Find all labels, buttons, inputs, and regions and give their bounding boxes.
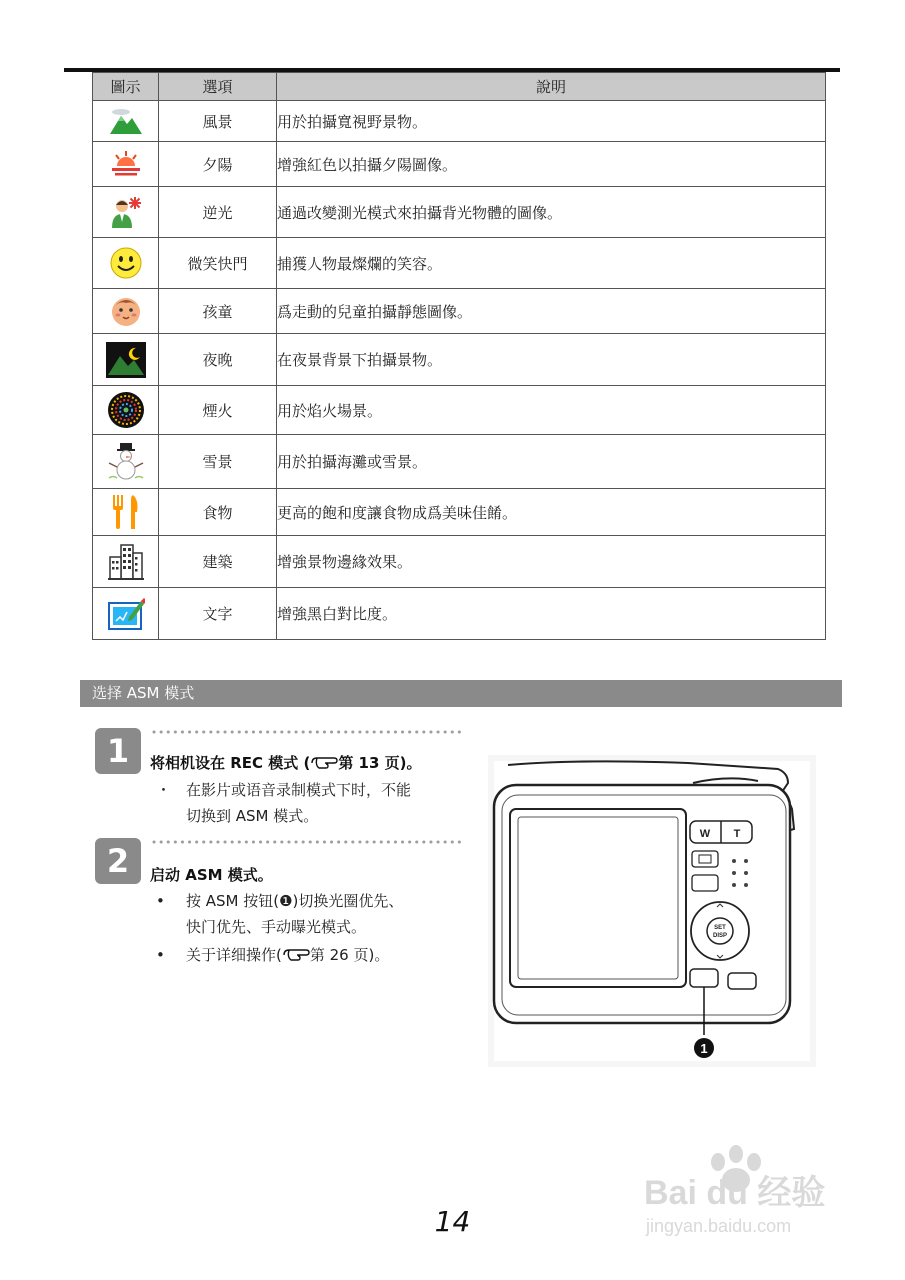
option-cell: 風景 [159,101,277,142]
pointing-hand-icon [310,754,338,770]
step-2-badge: 2 [95,838,141,884]
option-cell: 孩童 [159,289,277,334]
description-cell: 增強黑白對比度。 [277,588,826,640]
scene-mode-table [92,72,826,640]
table-header-row [93,73,826,101]
table-row [93,289,826,334]
table-row [93,588,826,640]
bullet-text-line: 关于详细操作( [186,946,282,964]
step-2-title: 启动 ASM 模式。 [150,866,273,884]
dotted-separator [152,730,462,734]
step-2-bullet [156,888,404,940]
description-cell: 捕獲人物最燦爛的笑容。 [277,238,826,289]
baidu-watermark [640,1140,860,1250]
option-cell: 逆光 [159,187,277,238]
bullet-text-line: 在影片或语音录制模式下时，不能 [186,781,412,799]
svg-text:1: 1 [700,1041,708,1056]
fireworks-icon [107,391,145,429]
text-icon [107,597,145,631]
step-1-bullet [156,777,412,829]
description-cell: 用於拍攝海灘或雪景。 [277,435,826,489]
step-1-title [150,752,422,773]
child-icon [109,295,143,327]
building-icon [108,543,144,581]
backlight-icon [109,195,143,229]
svg-text:jingyan.baidu.com: jingyan.baidu.com [646,1216,792,1236]
table-row [93,101,826,142]
bullet-mark: • [156,946,165,964]
zoom-wide-label: W [699,828,711,840]
pointing-hand-icon [282,946,310,962]
food-icon [109,494,143,530]
bullet-mark: ・ [156,781,172,799]
description-cell: 爲走動的兒童拍攝靜態圖像。 [277,289,826,334]
step-2-page-ref: 第 26 页)。 [309,946,390,964]
sunset-icon [109,149,143,179]
table-row [93,238,826,289]
page-number: 14 [434,1205,471,1238]
option-cell: 建築 [159,536,277,588]
option-cell: 微笑快門 [159,238,277,289]
header-description: 說明 [277,73,826,101]
description-cell: 通過改變測光模式來拍攝背光物體的圖像。 [277,187,826,238]
set-label: SET [714,925,726,931]
table-row [93,489,826,536]
step-1-title-text: 将相机设在 REC 模式 ( [150,754,311,772]
table-row [93,536,826,588]
disp-label: DISP [712,933,728,939]
bullet-text-line: 快门优先、手动曝光模式。 [186,918,367,936]
description-cell: 用於拍攝寬視野景物。 [277,101,826,142]
header-icon: 圖示 [93,73,159,101]
bullet-text-line: 按 ASM 按钮(❶)切换光圈优先、 [186,892,404,910]
night-icon [106,342,146,378]
option-cell: 文字 [159,588,277,640]
step-2-bullet [156,942,390,968]
table-row [93,435,826,489]
description-cell: 用於焰火場景。 [277,386,826,435]
header-option: 選項 [159,73,277,101]
table-row [93,386,826,435]
smile-icon [109,246,143,280]
section-title-bar: 选择 ASM 模式 [80,680,842,707]
landscape-icon [109,106,143,136]
table-row [93,187,826,238]
step-1-page-ref: 第 13 页)。 [338,754,422,772]
option-cell: 食物 [159,489,277,536]
option-cell: 煙火 [159,386,277,435]
table-row [93,142,826,187]
zoom-tele-label: T [733,828,741,840]
option-cell: 夕陽 [159,142,277,187]
camera-illustration [488,755,816,1067]
step-1-badge: 1 [95,728,141,774]
option-cell: 夜晚 [159,334,277,386]
description-cell: 增強景物邊緣效果。 [277,536,826,588]
snow-icon [107,442,145,482]
description-cell: 在夜景背景下拍攝景物。 [277,334,826,386]
bullet-text-line: 切换到 ASM 模式。 [186,807,319,825]
table-row [93,334,826,386]
svg-text:Bai du 经验: Bai du 经验 [644,1174,826,1212]
dotted-separator [152,840,462,844]
bullet-mark: • [156,892,165,910]
description-cell: 增強紅色以拍攝夕陽圖像。 [277,142,826,187]
option-cell: 雪景 [159,435,277,489]
description-cell: 更高的飽和度讓食物成爲美味佳餚。 [277,489,826,536]
